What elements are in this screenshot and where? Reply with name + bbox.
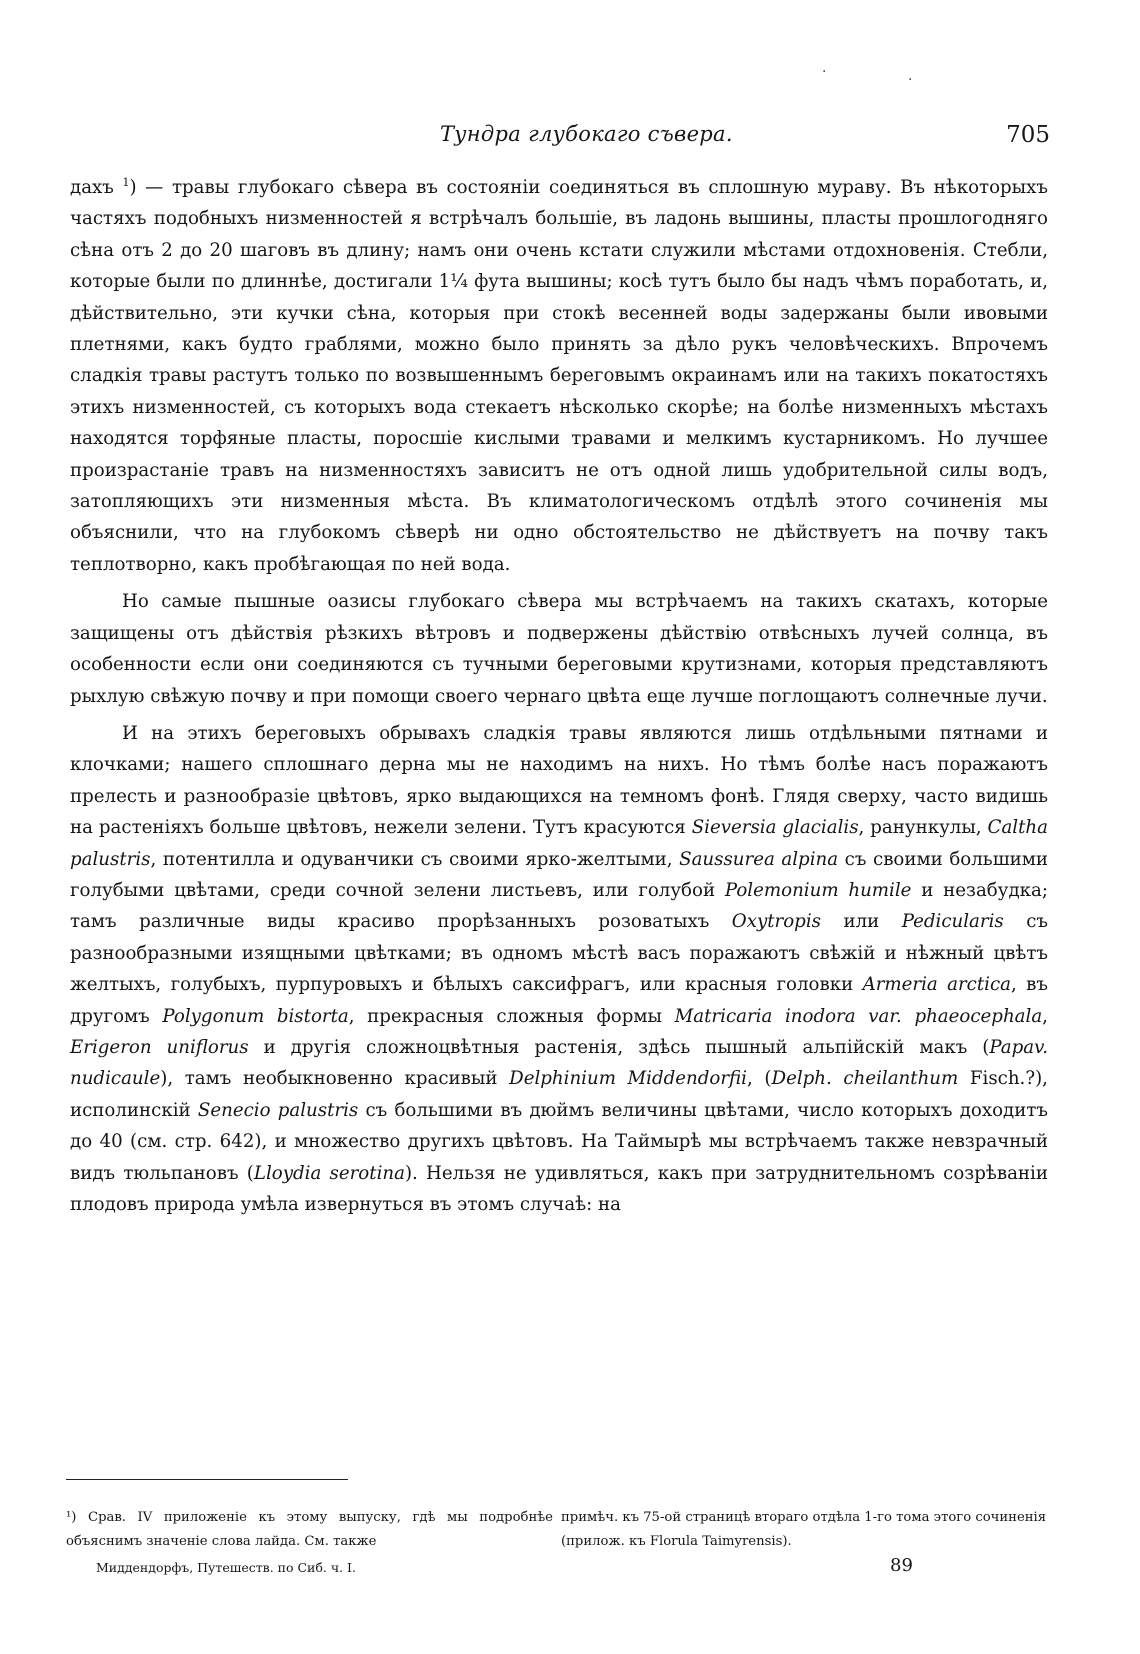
species-name: Polemonium humile bbox=[724, 879, 912, 901]
running-title: Тундра глубокаго съвера. bbox=[440, 122, 733, 146]
page-number: 705 bbox=[1006, 122, 1050, 148]
footnote-reference[interactable]: 1 bbox=[122, 175, 130, 189]
species-name: Caltha palustris bbox=[70, 817, 1048, 870]
paragraph-text: ) — травы глубокаго сѣвера въ состояніи соединяться въ сплошную мураву. Въ нѣкоторыхъ частяхъ подобныхъ низменностей я встрѣчалъ большіе, въ ладонь вышины, пласты прошлогодняго сѣна отъ 2 до 20 шаговъ въ длину; намъ они очень кстати служили мѣстами отдохновенія. Стебли, которые были по длиннѣе, достигали 1¼ фута вышины; косѣ тутъ было бы надъ чѣмъ поработать, и, дѣйствительно, эти кучки сѣна, которыя при стокѣ весенней воды задержаны были ивовыми плетнями, какъ будто граблями, можно было принять за дѣло рукъ человѣческихъ. Впрочемъ сладкія травы растутъ только по возвышеннымъ береговымъ окраинамъ или на такихъ покатостяхъ этихъ низменностей, съ которыхъ вода стекаетъ нѣсколько скорѣе; на болѣе низменныхъ мѣстахъ находятся торфяные пласты, поросшіе кислыми травами и мелкимъ кустарникомъ. Но лучшее произрастаніе травъ на низменностяхъ зависитъ не отъ одной лишь удобрительной силы водъ, затопляющихъ эти низменныя мѣста. Въ климатологическомъ отдѣлѣ этого сочиненія мы объяснили, что на глубокомъ сѣверѣ ни одно обстоятельство не дѣйствуетъ на почву такъ теплотворно, какъ пробѣгающая по ней вода. bbox=[70, 177, 1048, 575]
species-name: Polygonum bistorta bbox=[162, 1005, 349, 1027]
species-name: Pedicularis bbox=[901, 911, 1004, 933]
paragraph-text: ). Нельзя не удивляться, какъ при затруднительномъ созрѣваніи плодовъ природа умѣла извернуться въ этомъ случаѣ: на bbox=[70, 1162, 1048, 1215]
species-name: Saussurea alpina bbox=[679, 848, 839, 870]
paragraph-text: и другія сложноцвѣтныя растенія, здѣсь пышный альпійскій макъ ( bbox=[248, 1036, 990, 1058]
paragraph-text: съ большими въ дюймъ величины цвѣтами, число которыхъ доходитъ до 40 (см. стр. 642), и множество другихъ цвѣтовъ. На Таймырѣ мы встрѣчаемъ также невзрачный видъ тюльпановъ ( bbox=[70, 1099, 1049, 1184]
paragraph-text: , потентилла и одуванчики съ своими ярко-желтыми, bbox=[150, 848, 680, 870]
paragraph-text: съ разнообразными изящными цвѣтками; въ одномъ мѣстѣ васъ поражаютъ свѣжій и нѣжный цвѣтъ желтыхъ, голубыхъ, пурпуровыхъ и бѣлыхъ саксифрагъ, или красныя головки bbox=[70, 911, 1048, 996]
paragraph-text: и незабудка; тамъ различные виды красиво прорѣзанныхъ розоватыхъ bbox=[70, 879, 1048, 933]
printer-signature: Миддендорфъ, Путешеств. по Сиб. ч. I. bbox=[96, 1560, 356, 1575]
footnote-column-left: ¹) Срав. IV приложеніе къ этому выпуску, гдѣ мы подробнѣе объяснимъ значеніе слова лайда. См. также bbox=[66, 1510, 553, 1549]
paragraph-text: , прекрасныя сложныя формы bbox=[348, 1005, 675, 1027]
species-name: Lloydia serotina bbox=[253, 1162, 405, 1184]
scan-speck: · bbox=[908, 72, 913, 88]
species-name: Matricaria inodora var. phaeocephala bbox=[674, 1005, 1043, 1027]
scan-speck: · bbox=[822, 64, 827, 80]
paragraph bbox=[70, 718, 1048, 1221]
paragraph-text: , ранункулы, bbox=[858, 817, 988, 839]
paragraph-text: , въ другомъ bbox=[70, 974, 1048, 1027]
footnote-column-right: примѣч. къ 75-ой страницѣ втораго отдѣла 1-го тома этого сочиненія (прилож. къ Florula Taimyrensis). bbox=[561, 1510, 1047, 1549]
paragraph-text: ), тамъ необыкновенно красивый bbox=[160, 1068, 510, 1090]
body-text bbox=[70, 172, 1048, 1220]
species-name: Delphinium Middendorfii bbox=[509, 1068, 747, 1090]
paragraph-text: , bbox=[1042, 1005, 1048, 1027]
species-name: Armeria arctica bbox=[862, 974, 1012, 996]
species-name: Erigeron uniflorus bbox=[70, 1036, 249, 1058]
paragraph: Но самые пышные оазисы глубокаго сѣвера мы встрѣчаемъ на такихъ скатахъ, которые защищены отъ дѣйствія рѣзкихъ вѣтровъ и подвержены дѣйствію отвѣсныхъ лучей солнца, въ особенности если они соединяются съ тучными береговыми крутизнами, которыя представляютъ рыхлую свѣжую почву и при помощи своего чернаго цвѣта еще лучше поглощаютъ солнечные лучи. bbox=[70, 591, 1048, 707]
paragraph-text: , ( bbox=[747, 1068, 772, 1090]
species-name: Papav. nudicaule bbox=[70, 1036, 1048, 1090]
footnote-rule bbox=[66, 1479, 348, 1480]
paragraph-text: или bbox=[820, 911, 902, 933]
paragraph bbox=[70, 172, 1048, 580]
species-name: Sieversia glacialis bbox=[691, 817, 859, 839]
species-name: Senecio palustris bbox=[197, 1099, 359, 1121]
species-name: Oxytropis bbox=[731, 911, 821, 933]
paragraph-text: дахъ bbox=[70, 177, 123, 198]
page-header bbox=[70, 122, 1050, 162]
paragraph-text: Fisch.?), исполинскій bbox=[70, 1068, 1048, 1121]
sheet-number: 89 bbox=[890, 1555, 913, 1576]
paragraph-text: И на этихъ береговыхъ обрывахъ сладкія травы являются лишь отдѣльными пятнами и клочками; нашего сплошнаго дерна мы не находимъ на нихъ. Но тѣмъ болѣе насъ поражаютъ прелесть и разнообразіе цвѣтовъ, ярко выдающихся на темномъ фонѣ. Глядя сверху, часто видишь на растеніяхъ больше цвѣтовъ, нежели зелени. Тутъ красуются bbox=[70, 722, 1048, 839]
paragraph-text: съ своими большими голубыми цвѣтами, среди сочной зелени листьевъ, или голубой bbox=[70, 848, 1049, 901]
species-name: Delph. cheilanthum bbox=[771, 1068, 959, 1090]
